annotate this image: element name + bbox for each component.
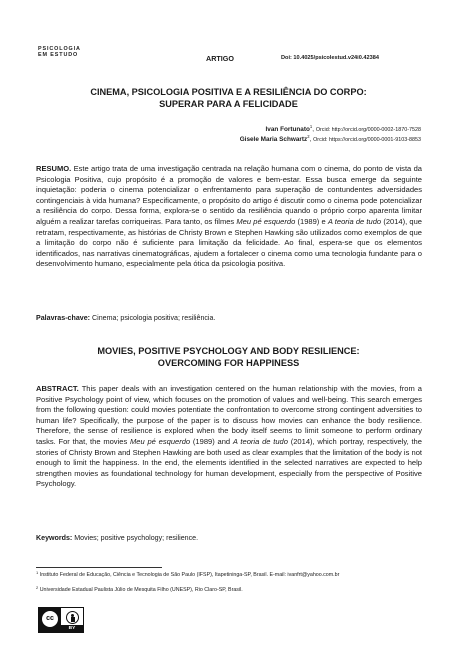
keywords-en-label: Keywords:	[36, 534, 73, 542]
abstract-en-text-2: (1989) and	[192, 436, 231, 446]
abstract-pt-film-1: Meu pé esquerdo	[236, 216, 296, 226]
title-pt-line2: SUPERAR PARA A FELICIDADE	[159, 99, 298, 109]
footnote-1-text: Instituto Federal de Educação, Ciência e Tecnologia de São Paulo (IFSP), Itapetininga-SP, Brasil. E-mail: ivanfrt@yahoo.com.br	[39, 572, 340, 578]
abstract-en-film-1: Meu pé esquerdo	[130, 436, 191, 446]
abstract-en-text-1: This paper deals with an investigation centered on the human relationship with the movies, from a Positive Psychology point of view, which focuses on the promotion of values and well-being. This search emerges from the following question: could movies potentiate the confrontation to overcome strong contingent adversities to human life? Specifically, the purpose of the paper is to discuss how movies can enhance the body resilience. Therefore, the sense of resilience is explored when the body itself seems to limit someone to perform ordinary tasks. For that, the movies	[36, 384, 422, 446]
footnote-1-number: 1	[36, 570, 39, 575]
abstract-pt-film-2: A teoria de tudo	[327, 216, 382, 226]
keywords-en	[36, 534, 198, 542]
title-en	[36, 345, 421, 369]
cc-badge-left	[39, 608, 61, 632]
abstract-en-film-2: A teoria de tudo	[232, 436, 288, 446]
keywords-en-text: Movies; positive psychology; resilience.	[74, 534, 199, 542]
journal-logo-line1: PSICOLOGIA	[38, 46, 81, 52]
title-pt	[36, 86, 421, 110]
attribution-person-icon	[66, 611, 79, 624]
abstract-en-text-3: (2014), which portray, respectively, the stories of Christy Brown and Stephen Hawking are both used as clear examples that the limitation of the body is not enough to limit the happiness. In the end, the elements identified in the selected narratives are expected to help strengthen movies as foundational technology for human development, especially from the perspective of Positive Psychology.	[36, 436, 422, 489]
title-en-line1: MOVIES, POSITIVE PSYCHOLOGY AND BODY RESILIENCE:	[97, 346, 360, 356]
author-2: Gisele Maria Schwartz$^2$, Orcid: https://orcid.org/0000-0001-9103-8853	[239, 134, 421, 143]
author-1: Ivan Fortunato$^1$, Orcid: http://orcid.org/0000-0002-1870-7528	[265, 124, 421, 133]
article-type-label: ARTIGO	[206, 54, 234, 63]
abstract-pt-text-3: (2014), que retratam, respectivamente, as histórias de Christy Brown e Stephen Hawking são utilizados como exemplos de que a limitação do corpo não é suficiente para limitação da felicidade. Ao final, espera-se que os elementos identificados, nas narrativas cinematográficas, ajudem a fortalecer o cinema como uma tecnologia fundante para o desenvolvimento humano, especialmente pela ótica da psicologia positiva.	[36, 216, 422, 269]
abstract-pt-label: RESUMO.	[36, 164, 72, 173]
abstract-pt-text-1: Este artigo trata de uma investigação centrada na relação humana com o cinema, do ponto de vista da Psicologia Positiva, cujo propósito é a promoção de valores e bem-estar. Essa busca emerge da seguinte inquietação: poderia o cinema potencializar o enfrentamento para superação de contundentes adversidades contingenciais à vida humana? Especificamente, o propósito do artigo é discutir como o cinema pode potencializar a resiliência do corpo. Dessa forma, explora-se o sentido da resiliência quando o próprio corpo aparenta limitar alguém a realizar tarefas corriqueiras. Para tanto, os filmes	[36, 164, 422, 226]
keywords-pt	[36, 314, 215, 322]
author-2-footnote-mark: 2	[307, 134, 310, 139]
author-1-orcid[interactable]: Orcid: http://orcid.org/0000-0002-1870-7528	[315, 127, 421, 133]
cc-icon: cc	[42, 611, 58, 627]
footnote-1	[36, 572, 422, 579]
abstract-en-label: ABSTRACT.	[36, 384, 79, 393]
footnote-2-number: 2	[36, 585, 39, 590]
title-pt-line1: CINEMA, PSICOLOGIA POSITIVA E A RESILIÊNCIA DO CORPO:	[90, 87, 367, 97]
author-2-name: Gisele Maria Schwartz	[239, 136, 308, 143]
journal-logo	[38, 46, 81, 59]
abstract-pt	[36, 164, 422, 270]
authors-block	[240, 125, 421, 145]
journal-logo-line2: EM ESTUDO	[38, 52, 79, 59]
title-en-line2: OVERCOMING FOR HAPPINESS	[157, 358, 300, 368]
footnote-2-text: Universidade Estadual Paulista Júlio de Mesquita Filho (UNESP), Rio Claro-SP, Brasil.	[39, 587, 243, 593]
abstract-pt-text-2: (1989) e	[297, 216, 326, 226]
footnote-2	[36, 587, 422, 594]
doi: Doi: 10.4025/psicolestud.v24i0.42384	[281, 55, 379, 61]
cc-by-license-icon[interactable]	[38, 607, 84, 633]
footnote-divider	[36, 567, 162, 568]
abstract-en	[36, 384, 422, 490]
by-label: BY	[61, 625, 83, 632]
keywords-pt-text: Cinema; psicologia positiva; resiliência.	[92, 314, 216, 322]
author-1-name: Ivan Fortunato	[265, 126, 310, 133]
author-1-footnote-mark: 1	[309, 124, 313, 129]
keywords-pt-label: Palavras-chave:	[36, 314, 91, 322]
author-2-orcid[interactable]: Orcid: https://orcid.org/0000-0001-9103-8853	[313, 137, 421, 143]
